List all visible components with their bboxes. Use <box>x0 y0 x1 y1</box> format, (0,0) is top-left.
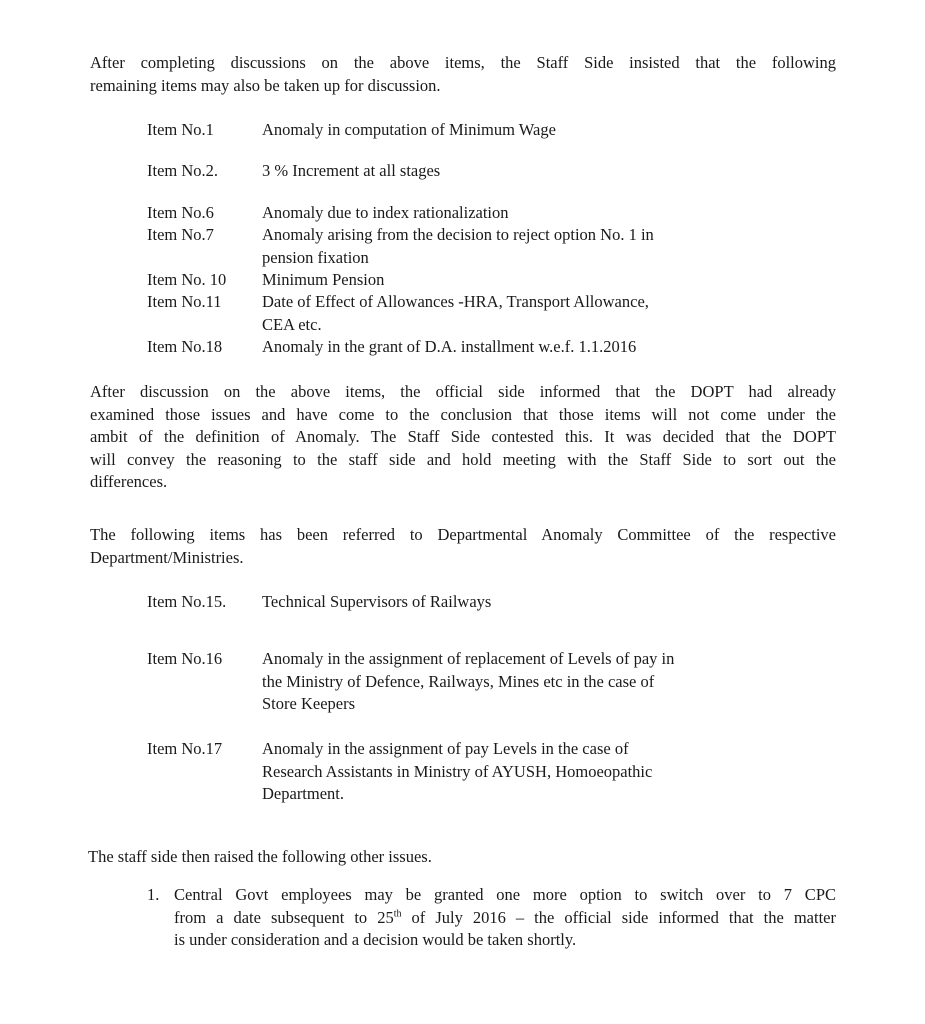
list-item-text: from a date subsequent to 25 <box>174 907 394 927</box>
after-discussion-paragraph <box>90 381 836 494</box>
item-label: Item No.2. <box>147 161 219 180</box>
item-text: Technical Supervisors of Railways <box>262 592 492 611</box>
item-text: Anomaly due to index rationalization <box>262 203 509 222</box>
paragraph-line: The staff side then raised the following other issues. <box>88 847 432 866</box>
item-label: Item No.17 <box>147 739 223 758</box>
other-issues-paragraph <box>88 846 834 869</box>
list-item-line: Central Govt employees may be granted one more option to switch over to 7 CPC <box>174 885 836 904</box>
item-label: Item No. 10 <box>147 270 227 289</box>
item-label: Item No.16 <box>147 649 223 668</box>
item-label: Item No.7 <box>147 225 214 244</box>
item-text: Anomaly arising from the decision to reject option No. 1 in <box>262 225 654 244</box>
item-text: Date of Effect of Allowances -HRA, Transport Allowance, <box>262 292 649 311</box>
item-text: Anomaly in the assignment of pay Levels in the case of <box>262 739 629 758</box>
item-label: Item No.18 <box>147 337 223 356</box>
item-text: Minimum Pension <box>262 270 385 289</box>
item-text-continued: Research Assistants in Ministry of AYUSH, Homoeopathic <box>262 761 653 781</box>
paragraph-line: differences. <box>90 472 168 491</box>
intro-paragraph <box>90 52 836 97</box>
paragraph-line: ambit of the definition of Anomaly. The Staff Side contested this. It was decided that the DOPT <box>90 427 836 446</box>
item-text: 3 % Increment at all stages <box>262 161 441 180</box>
item-label: Item No.15. <box>147 592 227 611</box>
item-text-continued: pension fixation <box>262 247 369 267</box>
superscript-ordinal: th <box>393 908 402 919</box>
paragraph-line: Department/Ministries. <box>90 547 244 567</box>
paragraph-line: The following items has been referred to Departmental Anomaly Committee of the respective <box>90 525 836 544</box>
item-text-continued: CEA etc. <box>262 314 322 334</box>
list-number: 1. <box>147 885 160 904</box>
item-text-continued: Store Keepers <box>262 694 356 713</box>
intro-line-1: After completing discussions on the above items, the Staff Side insisted that the following <box>90 53 836 72</box>
paragraph-line: After discussion on the above items, the official side informed that the DOPT had already <box>90 382 836 401</box>
referred-paragraph <box>90 524 836 569</box>
item-label: Item No.6 <box>147 203 214 222</box>
paragraph-line: will convey the reasoning to the staff side and hold meeting with the Staff Side to sort out the <box>90 449 836 469</box>
item-text: Anomaly in the grant of D.A. installment w.e.f. 1.1.2016 <box>262 337 637 356</box>
item-label: Item No.11 <box>147 292 222 311</box>
item-text-continued: Department. <box>262 784 345 803</box>
intro-line-2: remaining items may also be taken up for discussion. <box>90 75 441 95</box>
paragraph-line: examined those issues and have come to the conclusion that those items will not come under the <box>90 404 836 424</box>
list-item-text: of July 2016 – the official side informed that the matter <box>401 907 836 927</box>
item-text-continued: the Ministry of Defence, Railways, Mines etc in the case of <box>262 671 655 691</box>
list-item-line <box>174 907 836 930</box>
item-text: Anomaly in the assignment of replacement of Levels of pay in <box>262 649 675 668</box>
list-item-line: is under consideration and a decision would be taken shortly. <box>174 930 577 949</box>
item-text: Anomaly in computation of Minimum Wage <box>262 120 556 139</box>
item-label: Item No.1 <box>147 120 214 139</box>
